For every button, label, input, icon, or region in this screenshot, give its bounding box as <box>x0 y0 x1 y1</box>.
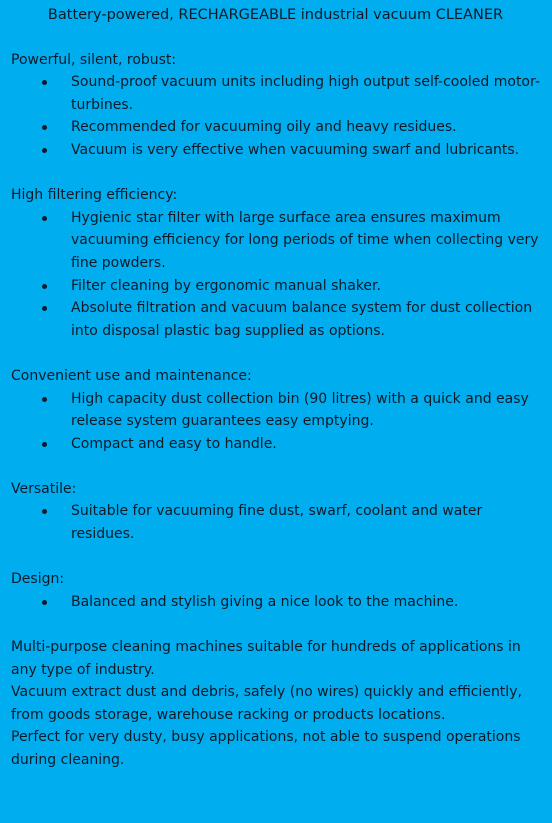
closing-paragraphs <box>11 636 540 772</box>
list-item <box>11 275 540 298</box>
page-title: Battery-powered, RECHARGEABLE industrial vacuum CLEANER <box>47 7 504 23</box>
list-item-text: Suitable for vacuuming fine dust, swarf, coolant and water residues. <box>71 503 483 543</box>
section-filtering <box>11 184 540 342</box>
section-heading: Convenient use and maintenance: <box>11 367 252 384</box>
list-item-text: Hygienic star filter with large surface area ensures maximum vacuuming efficiency for long periods of time when collecting very fine powders. <box>71 209 539 271</box>
bullet-list <box>11 500 540 545</box>
closing-paragraph: Vacuum extract dust and debris, safely (no wires) quickly and efficiently, from goods storage, warehouse racking or products locations. <box>11 684 522 723</box>
list-item <box>11 116 540 139</box>
bullet-icon <box>42 509 47 514</box>
bullet-icon <box>42 216 47 221</box>
closing-paragraph: Multi-purpose cleaning machines suitable for hundreds of applications in any type of industry. <box>11 639 521 678</box>
section-heading: Design: <box>11 571 65 588</box>
bullet-icon <box>42 125 47 130</box>
list-item-text: Sound-proof vacuum units including high output self-cooled motor-turbines. <box>71 74 540 113</box>
list-item <box>11 388 540 433</box>
closing-paragraph: Perfect for very dusty, busy applications, not able to suspend operations during cleaning. <box>11 729 521 768</box>
list-item-text: Absolute filtration and vacuum balance system for dust collection into disposal plastic bag supplied as options. <box>71 300 533 339</box>
bullet-icon <box>42 284 47 289</box>
list-item-text: Compact and easy to handle. <box>71 435 277 452</box>
list-item-text: Vacuum is very effective when vacuuming swarf and lubricants. <box>71 141 520 158</box>
list-item <box>11 139 540 162</box>
section-heading: High filtering efficiency: <box>11 187 178 204</box>
list-item <box>11 500 540 545</box>
list-item <box>11 591 540 614</box>
list-item-text: Balanced and stylish giving a nice look to the machine. <box>71 593 459 610</box>
list-item-text: High capacity dust collection bin (90 litres) with a quick and easy release system guarantees easy emptying. <box>71 390 529 430</box>
list-item <box>11 207 540 275</box>
section-versatile <box>11 478 540 546</box>
bullet-icon <box>42 306 47 311</box>
bullet-icon <box>42 397 47 402</box>
section-heading: Versatile: <box>11 480 77 497</box>
list-item-text: Recommended for vacuuming oily and heavy residues. <box>71 119 457 136</box>
bullet-icon <box>42 80 47 85</box>
list-item <box>11 297 540 342</box>
section-powerful <box>11 49 540 162</box>
bullet-icon <box>42 600 47 605</box>
list-item <box>11 71 540 116</box>
section-convenient <box>11 365 540 455</box>
section-design <box>11 568 540 613</box>
section-heading: Powerful, silent, robust: <box>11 51 177 68</box>
bullet-icon <box>42 148 47 153</box>
bullet-list <box>11 591 540 614</box>
bullet-icon <box>42 442 47 447</box>
bullet-list <box>11 71 540 161</box>
bullet-list <box>11 207 540 343</box>
bullet-list <box>11 388 540 456</box>
list-item-text: Filter cleaning by ergonomic manual shaker. <box>71 277 381 294</box>
list-item <box>11 433 540 456</box>
